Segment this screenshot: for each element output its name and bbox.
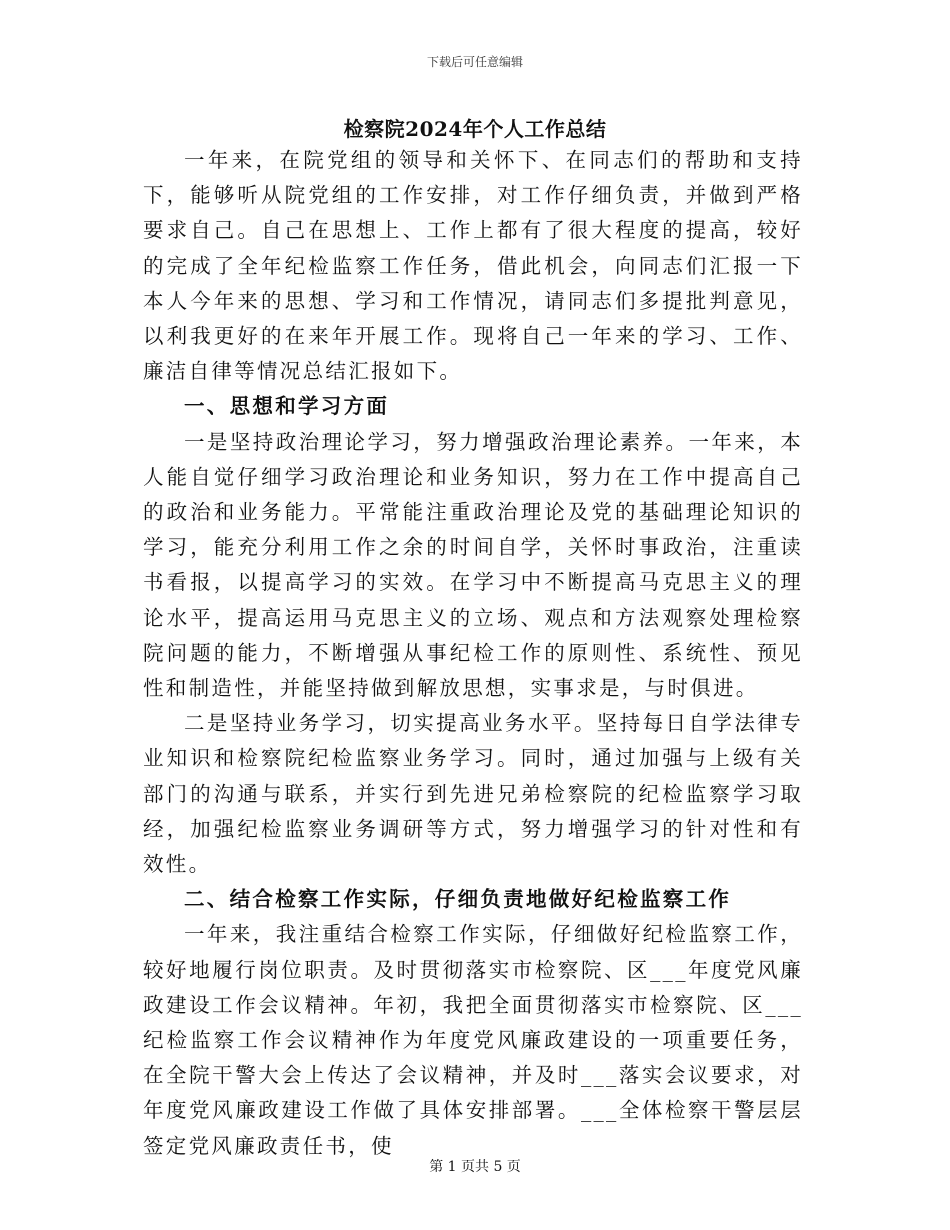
section-2-paragraph-1: 一年来，我注重结合检察工作实际，仔细做好纪检监察工作，较好地履行岗位职责。及时贯彻落实市检察院、区___年度党风廉政建设工作会议精神。年初，我把全面贯彻落实市检察院、区___纪检监察工作会议精神作为年度党风廉政建设的一项重要任务，在全院干警大会上传达了会议精神，并及时___落实会议要求，对年度党风廉政建设工作做了具体安排部署。___全体检察干警层层签定党风廉政责任书，使 xyxy=(143,922,803,1158)
document-title: 检察院2024年个人工作总结 xyxy=(343,117,607,141)
header-note: 下载后可任意编辑 xyxy=(426,55,523,69)
section-1-paragraph-1: 一是坚持政治理论学习，努力增强政治理论素养。一年来，本人能自觉仔细学习政治理论和业务知识，努力在工作中提高自己的政治和业务能力。平常能注重政治理论及党的基础理论知识的学习，能充分利用工作之余的时间自学，关怀时事政治，注重读书看报，以提高学习的实效。在学习中不断提高马克思主义的理论水平，提高运用马克思主义的立场、观点和方法观察处理检察院问题的能力，不断增强从事纪检工作的原则性、系统性、预见性和制造性，并能坚持做到解放思想，实事求是，与时俱进。 xyxy=(143,429,803,701)
page-footer: 第 1 页共 5 页 xyxy=(429,1159,521,1175)
section-1-paragraph-2: 二是坚持业务学习，切实提高业务水平。坚持每日自学法律专业知识和检察院纪检监察业务学习。同时，通过加强与上级有关部门的沟通与联系，并实行到先进兄弟检察院的纪检监察学习取经，加强纪检监察业务调研等方式，努力增强学习的针对性和有效性。 xyxy=(143,711,803,877)
document-body xyxy=(143,143,803,1164)
section-heading-1: 一、思想和学习方面 xyxy=(184,394,390,419)
section-heading-2: 二、结合检察工作实际，仔细负责地做好纪检监察工作 xyxy=(184,887,732,912)
intro-paragraph: 一年来，在院党组的领导和关怀下、在同志们的帮助和支持下，能够听从院党组的工作安排，对工作仔细负责，并做到严格要求自己。自己在思想上、工作上都有了很大程度的提高，较好的完成了全年纪检监察工作任务，借此机会，向同志们汇报一下本人今年来的思想、学习和工作情况，请同志们多提批判意见，以利我更好的在来年开展工作。现将自己一年来的学习、工作、廉洁自律等情况总结汇报如下。 xyxy=(143,148,803,384)
